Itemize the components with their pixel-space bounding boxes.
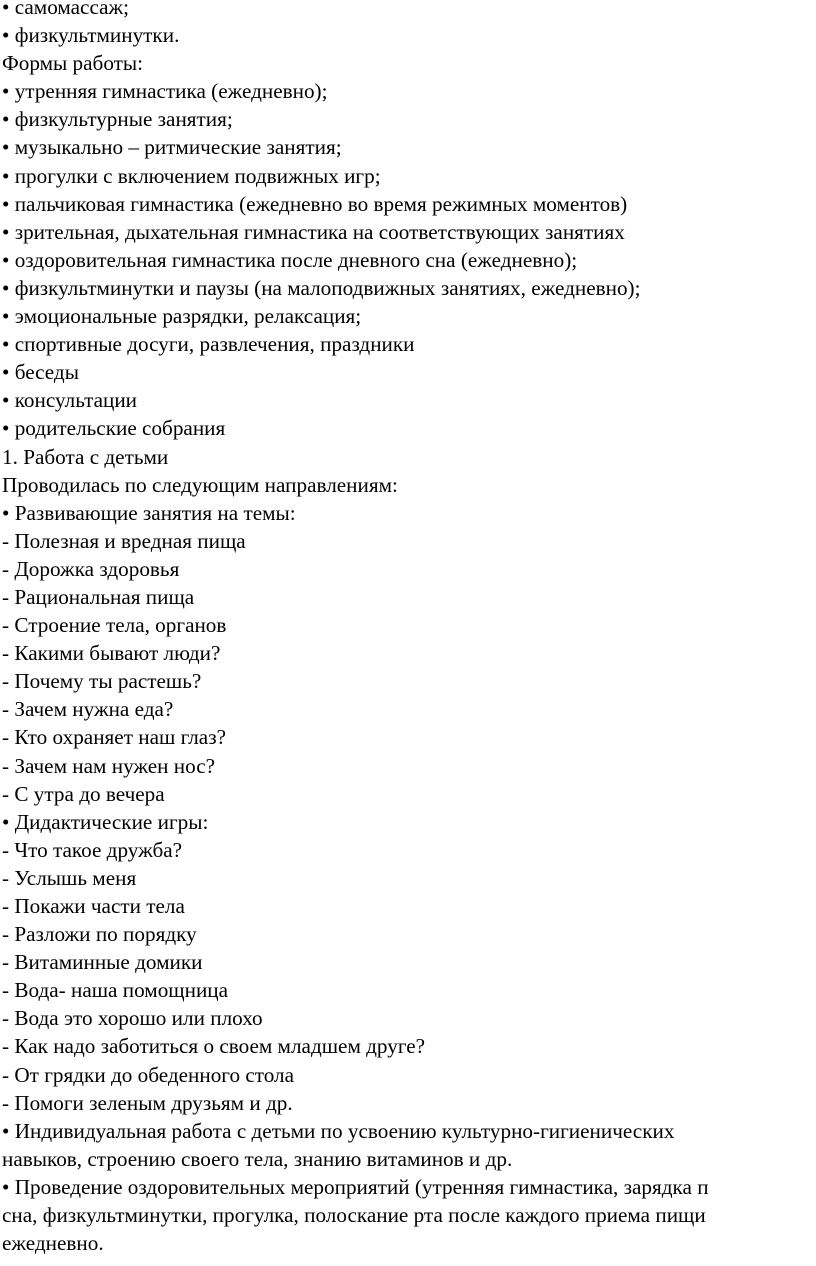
sub-list-item: - Какими бывают люди? <box>2 641 221 666</box>
list-item: • родительские собрания <box>2 416 226 441</box>
list-item: • оздоровительная гимнастика после дневного сна (ежедневно); <box>2 247 578 272</box>
sub-list-item: - Дорожка здоровья <box>2 556 180 581</box>
list-item: • зрительная, дыхательная гимнастика на соответствующих занятиях <box>2 219 625 244</box>
sub-list-item: - Вода это хорошо или плохо <box>2 1006 263 1031</box>
sub-list-item: - Помоги зеленым друзьям и др. <box>2 1090 293 1115</box>
text-line: • физкультминутки. <box>2 23 180 48</box>
sub-list-item: - Рациональная пища <box>2 584 195 609</box>
sub-list-item: - Разложи по порядку <box>2 922 197 947</box>
section-heading: 1. Работа с детьми <box>2 444 169 469</box>
sub-list-item: - Зачем нам нужен нос? <box>2 753 216 778</box>
list-item: • пальчиковая гимнастика (ежедневно во время режимных моментов) <box>2 191 628 216</box>
document-page <box>2 0 816 1257</box>
sub-list-item: - Вода- наша помощница <box>2 978 229 1003</box>
sub-list-item: - Полезная и вредная пища <box>2 528 246 553</box>
list-item: • спортивные досуги, развлечения, праздники <box>2 332 415 357</box>
sub-list-item: - Строение тела, органов <box>2 613 227 638</box>
section-heading: Формы работы: <box>2 51 144 76</box>
sub-list-item: - С утра до вечера <box>2 781 165 806</box>
list-item: • прогулки с включением подвижных игр; <box>2 163 381 188</box>
sub-list-item: - Почему ты растешь? <box>2 669 202 694</box>
sub-list-item: - Что такое дружба? <box>2 837 183 862</box>
list-item: • консультации <box>2 388 138 413</box>
sub-list-item: - Услышь меня <box>2 865 137 890</box>
sub-list-item: - Витаминные домики <box>2 950 203 975</box>
sub-list-item: - Покажи части тела <box>2 894 185 918</box>
list-item: • Дидактические игры: <box>2 809 209 834</box>
list-item: • Проведение оздоровительных мероприятий (утренняя гимнастика, зарядка п <box>2 1174 709 1199</box>
list-item: • физкультминутки и паузы (на малоподвижных занятиях, ежедневно); <box>2 275 641 300</box>
list-item: • беседы <box>2 360 79 385</box>
list-item: • физкультурные занятия; <box>2 107 233 132</box>
list-item: • эмоциональные разрядки, релаксация; <box>2 304 362 329</box>
sub-list-item: - От грядки до обеденного стола <box>2 1062 295 1087</box>
text-line: • самомассаж; <box>2 0 130 19</box>
list-item: • музыкально – ритмические занятия; <box>2 135 342 160</box>
list-item: • Развивающие занятия на темы: <box>2 500 296 525</box>
sub-list-item: - Кто охраняет наш глаз? <box>2 725 226 750</box>
list-item: • утренняя гимнастика (ежедневно); <box>2 79 328 104</box>
sub-list-item: - Зачем нужна еда? <box>2 697 174 722</box>
text-line: Проводилась по следующим направлениям: <box>2 472 398 497</box>
text-line: навыков, строению своего тела, знанию витаминов и др. <box>2 1146 513 1171</box>
text-line: сна, физкультминутки, прогулка, полоскание рта после каждого приема пищи <box>2 1203 706 1228</box>
sub-list-item: - Как надо заботиться о своем младшем друге? <box>2 1034 426 1059</box>
list-item: • Индивидуальная работа с детьми по усвоению культурно-гигиенических <box>2 1118 675 1143</box>
text-line: ежедневно. <box>2 1231 104 1256</box>
